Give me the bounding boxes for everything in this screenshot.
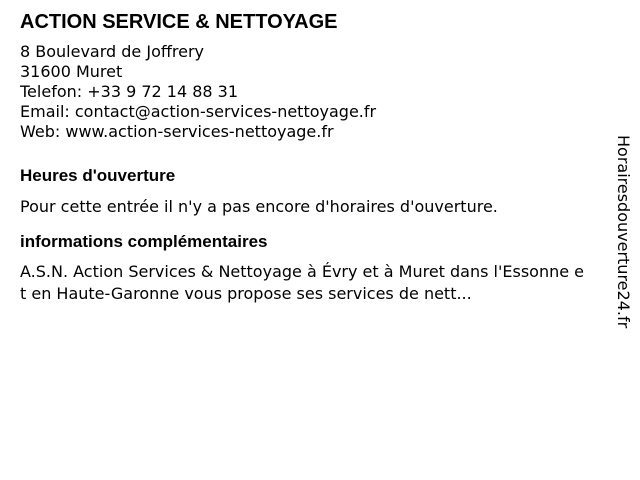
email-line: Email: contact@action-services-nettoyage.fr [20,102,377,121]
phone-line: Telefon: +33 9 72 14 88 31 [20,82,239,101]
website-line: Web: www.action-services-nettoyage.fr [20,122,334,141]
address-street: 8 Boulevard de Joffrery [20,42,205,61]
opening-hours-heading: Heures d'ouverture [20,166,176,185]
site-brand-vertical: Horairesdouverture24.fr [614,135,633,329]
additional-info-heading: informations complémentaires [20,232,268,251]
address-city: 31600 Muret [20,62,123,81]
opening-hours-text: Pour cette entrée il n'y a pas encore d'horaires d'ouverture. [20,197,498,216]
business-name: ACTION SERVICE & NETTOYAGE [20,11,338,33]
additional-info-text: A.S.N. Action Services & Nettoyage à Évry et à Muret dans l'Essonne et en Haute-Garonne vous propose ses services de nett... [20,262,585,303]
business-card [20,10,600,305]
business-address [20,42,600,142]
